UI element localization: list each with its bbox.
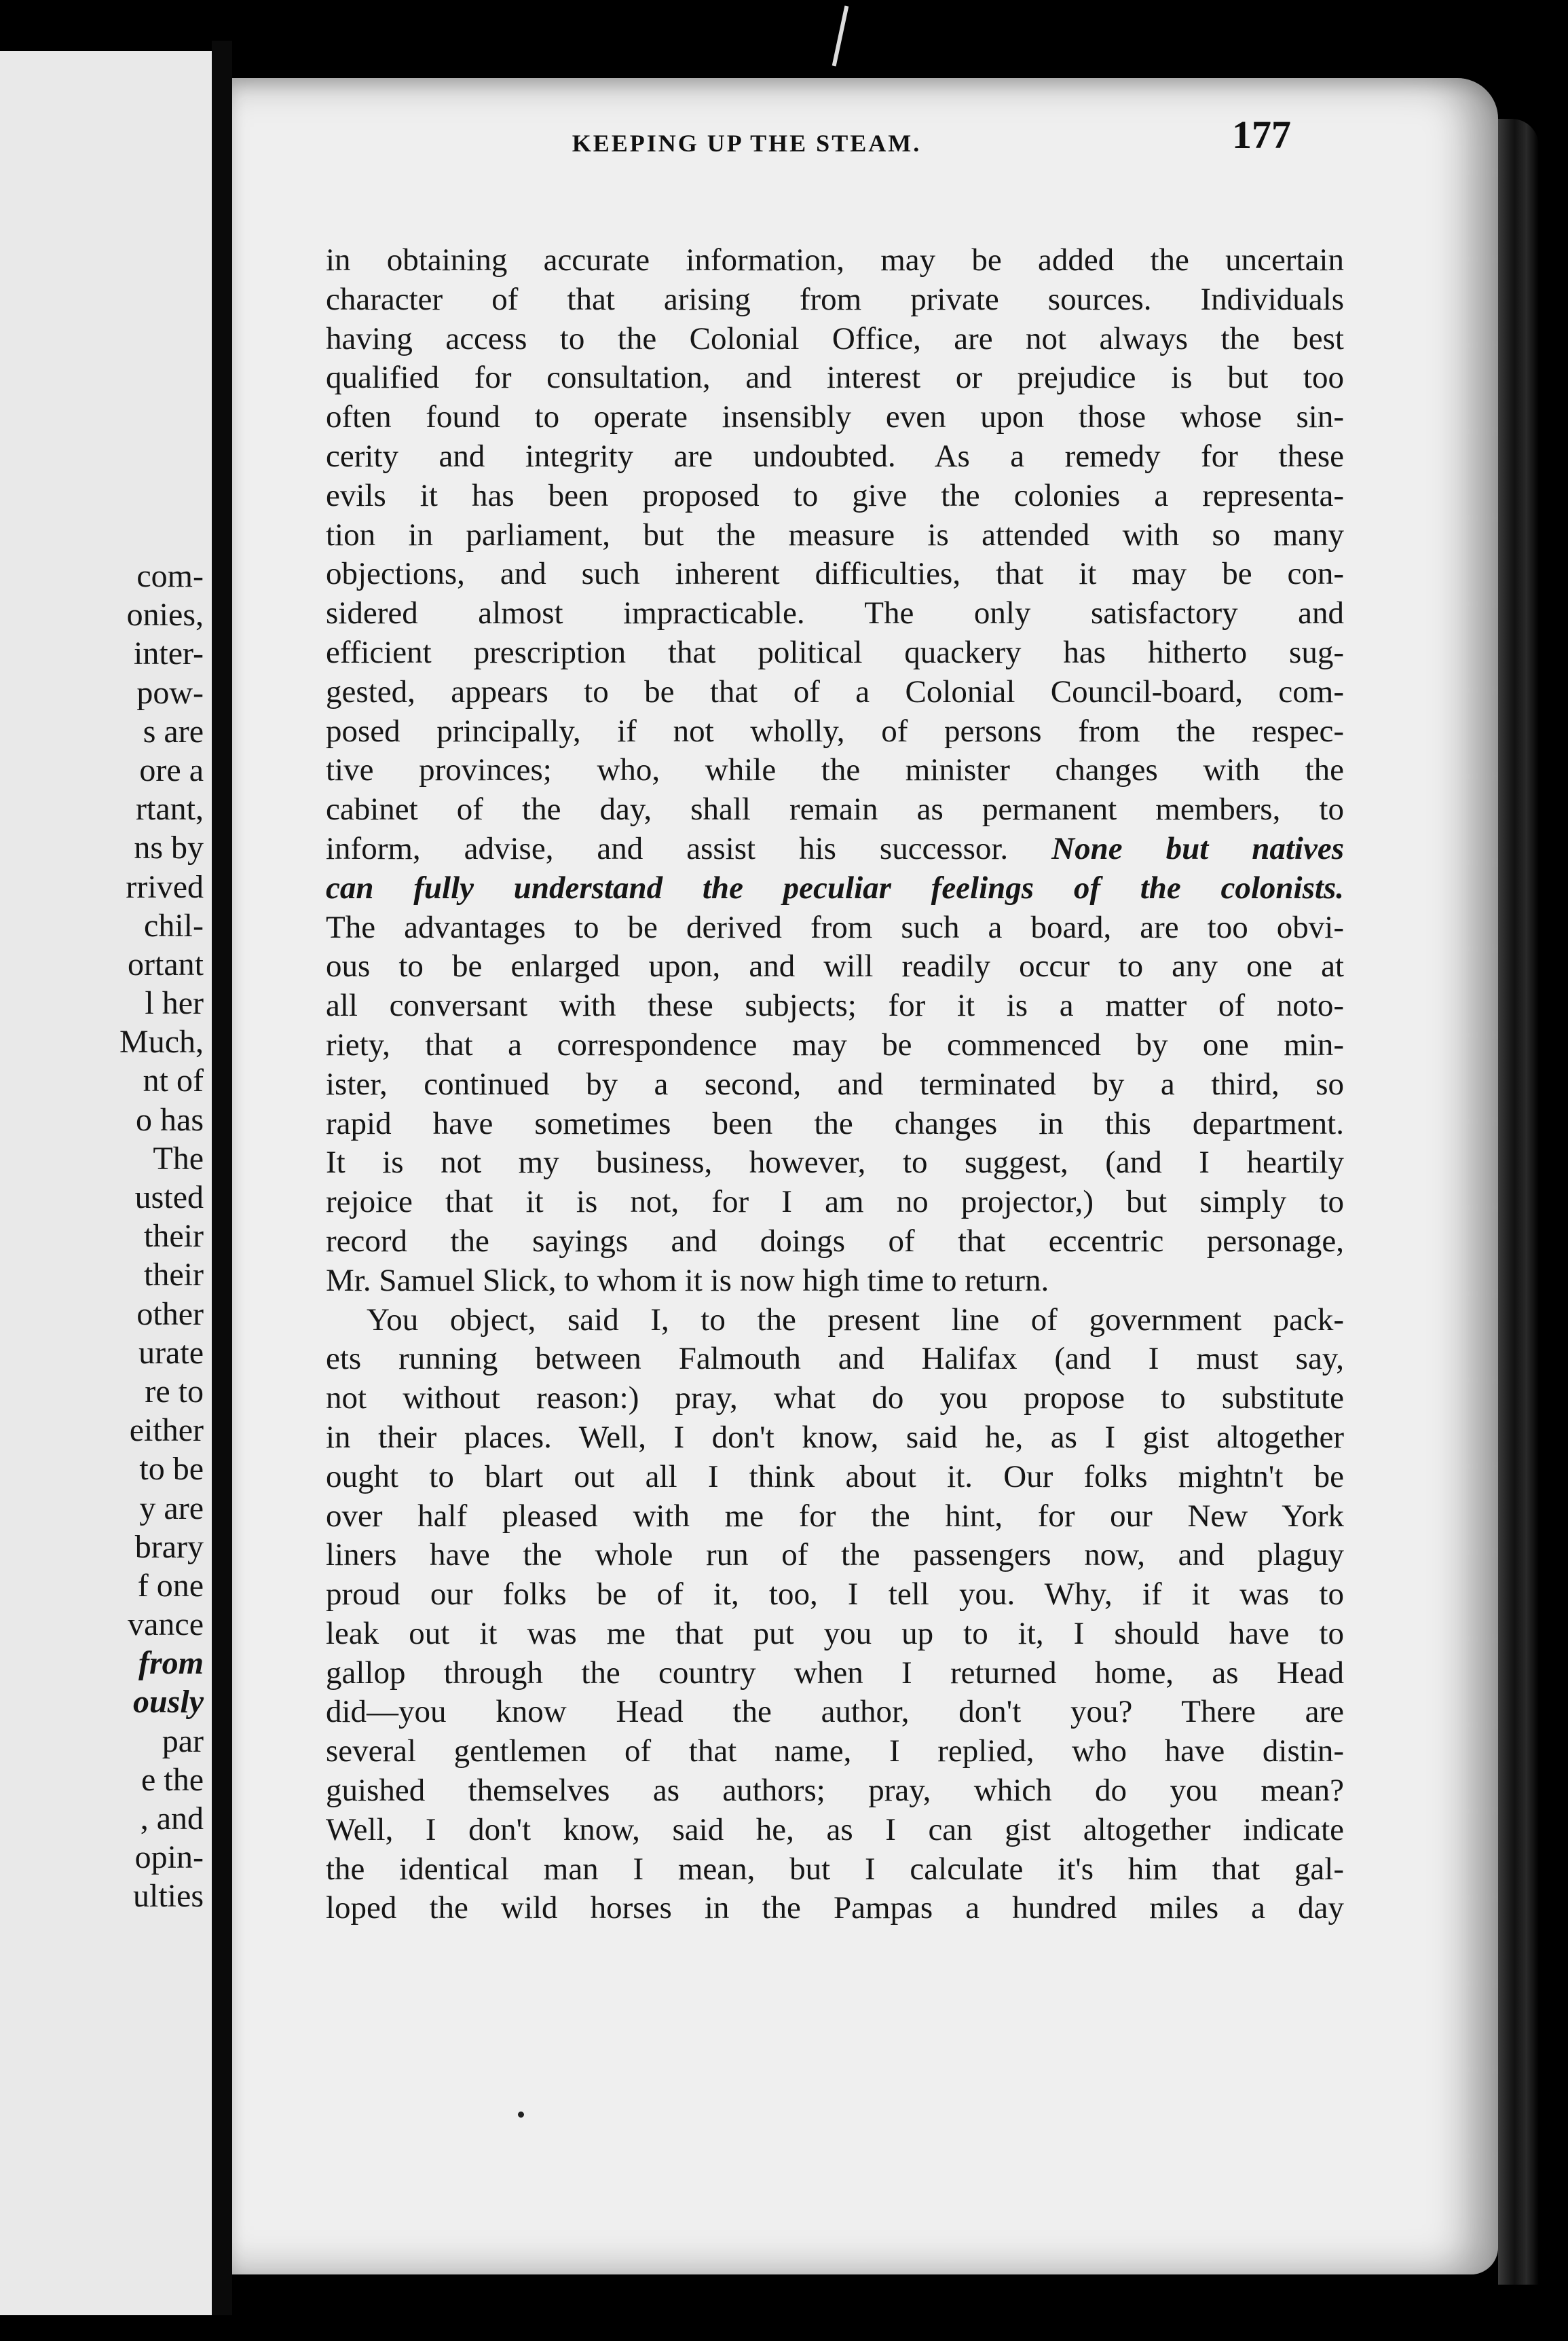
italic-text-line bbox=[326, 869, 1344, 908]
previous-page-line: ulties bbox=[133, 1878, 204, 1915]
running-head: KEEPING UP THE STEAM. bbox=[572, 130, 922, 157]
previous-page-line: their bbox=[144, 1257, 204, 1293]
text-line: Mr. Samuel Slick, to whom it is now high time to return. bbox=[326, 1262, 1049, 1298]
previous-page-line: either bbox=[129, 1412, 204, 1449]
text-line: record the sayings and doings of that eccentric personage, bbox=[326, 1223, 1344, 1259]
previous-page-line: other bbox=[136, 1295, 204, 1332]
text-line: in their places. Well, I don't know, said he, as I gist altogether bbox=[326, 1419, 1344, 1455]
text-line: the identical man I mean, but I calculate it's him that gal- bbox=[326, 1851, 1344, 1887]
previous-page-line: onies, bbox=[126, 597, 204, 633]
text-line: posed principally, if not wholly, of persons from the respec- bbox=[326, 713, 1344, 749]
text-line: rapid have sometimes been the changes in this department. bbox=[326, 1105, 1344, 1141]
text-line: qualified for consultation, and interest or prejudice is but too bbox=[326, 360, 1344, 396]
text-line: ous to be enlarged upon, and will readily occur to any one at bbox=[326, 948, 1344, 984]
previous-page-line: brary bbox=[134, 1528, 204, 1565]
text-line: loped the wild horses in the Pampas a hundred miles a day bbox=[326, 1890, 1344, 1926]
previous-page-line: opin- bbox=[134, 1839, 204, 1876]
previous-page-line: The bbox=[153, 1140, 204, 1177]
italic-emphasis: None but natives bbox=[1051, 830, 1344, 866]
previous-page-line: o has bbox=[136, 1101, 204, 1138]
previous-page-line: vance bbox=[128, 1606, 204, 1643]
text-line: efficient prescription that political quackery has hitherto sug- bbox=[326, 634, 1344, 670]
book-gutter bbox=[212, 41, 232, 2315]
text-line: gallop through the country when I returned home, as Head bbox=[326, 1655, 1344, 1691]
text-line-with-italic bbox=[326, 830, 1344, 869]
previous-page-line: usted bbox=[134, 1179, 204, 1215]
text-line: often found to operate insensibly even upon those whose sin- bbox=[326, 399, 1344, 435]
previous-page-text bbox=[0, 557, 204, 1916]
previous-page-line: , and bbox=[140, 1801, 204, 1837]
previous-page-line: ously bbox=[132, 1684, 204, 1720]
text-line: riety, that a correspondence may be commenced by one min- bbox=[326, 1027, 1344, 1063]
text-line: It is not my business, however, to suggest, (and I heartily bbox=[326, 1145, 1344, 1181]
previous-page-line: y are bbox=[139, 1490, 204, 1526]
page-number: 177 bbox=[1232, 113, 1291, 157]
text-line: cabinet of the day, shall remain as permanent members, to bbox=[326, 792, 1344, 828]
text-line: over half pleased with me for the hint, for our New York bbox=[326, 1498, 1344, 1534]
text-line: ought to blart out all I think about it. Our folks mightn't be bbox=[326, 1458, 1344, 1494]
text-line: rejoice that it is not, for I am no projector,) but simply to bbox=[326, 1184, 1344, 1220]
previous-page-line: s are bbox=[143, 713, 204, 750]
page-body-text bbox=[326, 241, 1344, 1928]
previous-page-line: nt of bbox=[143, 1063, 204, 1099]
text-line: gested, appears to be that of a Colonial Council-board, com- bbox=[326, 674, 1344, 709]
text-line: Well, I don't know, said he, as I can gist altogether indicate bbox=[326, 1811, 1344, 1847]
italic-emphasis: can fully understand the peculiar feelings of the colonists. bbox=[326, 870, 1344, 906]
text-line: in obtaining accurate information, may be added the uncertain bbox=[326, 242, 1344, 278]
ink-dot bbox=[518, 2112, 524, 2118]
text-line: proud our folks be of it, too, I tell you. Why, if it was to bbox=[326, 1577, 1344, 1612]
text-line: ister, continued by a second, and terminated by a third, so bbox=[326, 1066, 1344, 1102]
text-line: character of that arising from private sources. Individuals bbox=[326, 281, 1344, 317]
text-line: The advantages to be derived from such a board, are too obvi- bbox=[326, 909, 1344, 945]
previous-page-line: l her bbox=[145, 985, 204, 1022]
previous-page-line: to be bbox=[139, 1451, 204, 1488]
previous-page-line: ore a bbox=[139, 752, 204, 788]
previous-page-line: com- bbox=[136, 558, 204, 594]
text-line: sidered almost impracticable. The only satisfactory and bbox=[326, 595, 1344, 631]
text-line: evils it has been proposed to give the colonies a representa- bbox=[326, 477, 1344, 513]
previous-page-line: rrived bbox=[126, 868, 204, 905]
text-line: all conversant with these subjects; for it is a matter of noto- bbox=[326, 988, 1344, 1024]
previous-page-line: inter- bbox=[134, 635, 204, 672]
previous-page-line: their bbox=[144, 1218, 204, 1255]
paragraph-first-line: You object, said I, to the present line of government pack- bbox=[367, 1302, 1344, 1338]
previous-page-line: chil- bbox=[144, 907, 204, 944]
previous-page-line: ns by bbox=[134, 830, 204, 866]
previous-page-line: f one bbox=[137, 1567, 204, 1604]
text-line: guished themselves as authors; pray, which do you mean? bbox=[326, 1773, 1344, 1809]
page-edge bbox=[1498, 119, 1539, 2285]
previous-page-line: Much, bbox=[119, 1024, 204, 1061]
text-line: having access to the Colonial Office, are not always the best bbox=[326, 320, 1344, 356]
previous-page-line: re to bbox=[145, 1373, 204, 1409]
text-line: did—you know Head the author, don't you? There are bbox=[326, 1694, 1344, 1730]
previous-page-line: pow- bbox=[136, 674, 204, 711]
previous-page-fragment bbox=[0, 51, 212, 2315]
text-line: tive provinces; who, while the minister changes with the bbox=[326, 752, 1344, 788]
previous-page-line: ortant bbox=[128, 946, 204, 982]
previous-page-line: e the bbox=[141, 1761, 204, 1798]
previous-page-line: urate bbox=[138, 1334, 204, 1371]
text-line: objections, and such inherent difficulties, that it may be con- bbox=[326, 556, 1344, 592]
text-line: several gentlemen of that name, I replied, who have distin- bbox=[326, 1733, 1344, 1769]
text-line: leak out it was me that put you up to it, I should have to bbox=[326, 1615, 1344, 1651]
text-line: ets running between Falmouth and Halifax (and I must say, bbox=[326, 1341, 1344, 1377]
previous-page-line: rtant, bbox=[136, 791, 204, 828]
text-line: tion in parliament, but the measure is attended with so many bbox=[326, 517, 1344, 553]
text-line: liners have the whole run of the passengers now, and plaguy bbox=[326, 1537, 1344, 1573]
previous-page-line: par bbox=[162, 1722, 204, 1759]
text-line: not without reason:) pray, what do you propose to substitute bbox=[326, 1380, 1344, 1416]
previous-page-line: from bbox=[138, 1645, 204, 1682]
text-span: inform, advise, and assist his successor. bbox=[326, 830, 1009, 866]
scan-mark bbox=[832, 5, 849, 66]
text-line: cerity and integrity are undoubted. As a remedy for these bbox=[326, 438, 1344, 474]
